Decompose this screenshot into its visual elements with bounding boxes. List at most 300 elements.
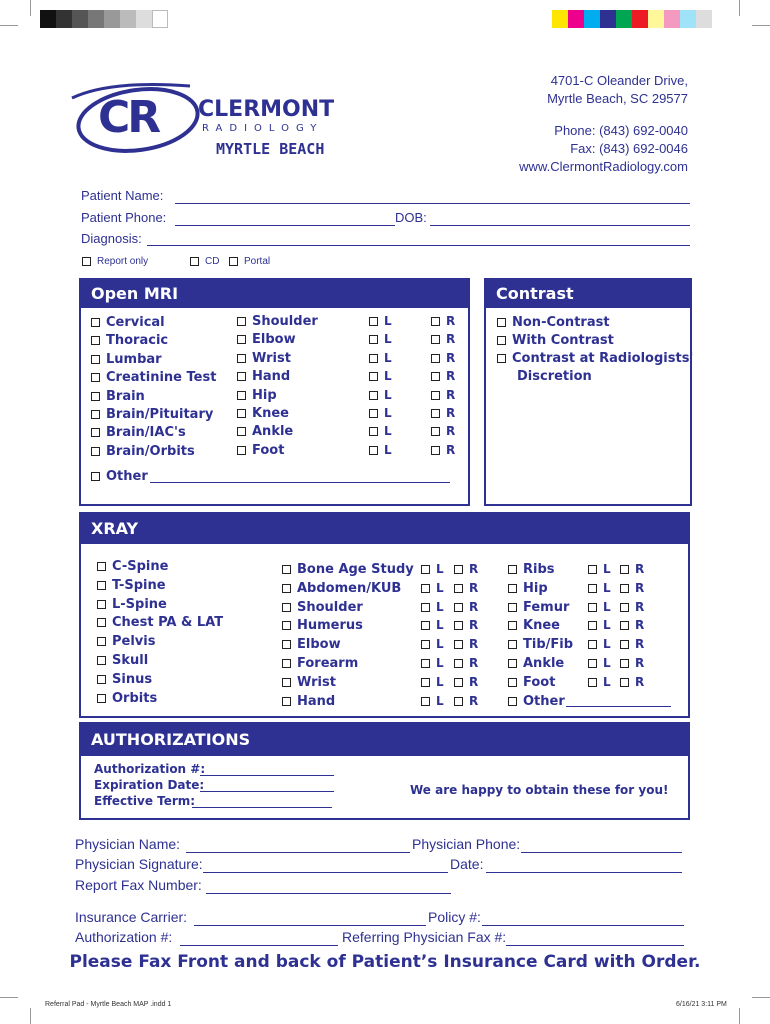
mri-left-option[interactable]	[369, 351, 392, 365]
checkbox[interactable]	[190, 257, 199, 266]
report-fax-label: Report Fax Number:	[75, 877, 202, 893]
patient-name-field[interactable]	[175, 203, 690, 204]
xray-left-option-label: L	[436, 637, 444, 652]
checkbox[interactable]	[97, 581, 106, 590]
xray-left-option-label: L	[436, 562, 444, 576]
checkbox[interactable]	[497, 336, 506, 345]
checkbox[interactable]	[454, 565, 463, 574]
xray-left-option[interactable]	[421, 600, 444, 614]
xray-option-label: Other	[523, 693, 565, 709]
checkbox[interactable]	[237, 391, 246, 400]
mri-joint-option[interactable]	[237, 424, 293, 439]
patient-name-label: Patient Name:	[81, 188, 164, 203]
checkbox[interactable]	[454, 678, 463, 687]
portal-option[interactable]	[229, 256, 270, 267]
fax-insurance-card-note: Please Fax Front and back of Patient’s Insurance Card with Order.	[69, 952, 701, 972]
checkbox[interactable]	[508, 640, 517, 649]
xray-option-label: Elbow	[297, 637, 341, 653]
crop-mark	[0, 997, 18, 998]
checkbox[interactable]	[237, 354, 246, 363]
checkbox[interactable]	[97, 675, 106, 684]
xray-option[interactable]	[282, 694, 335, 709]
checkbox[interactable]	[431, 391, 440, 400]
xray-left-option-label: L	[436, 656, 444, 670]
checkbox[interactable]	[508, 659, 517, 668]
checkbox[interactable]	[421, 621, 430, 630]
checkbox[interactable]	[421, 603, 430, 612]
xray-right-option[interactable]	[620, 600, 644, 614]
xray-left-option-label: L	[603, 580, 611, 595]
xray-right-option[interactable]	[620, 581, 644, 595]
mri-right-option-label: R	[446, 314, 456, 328]
xray-right-option[interactable]	[454, 618, 478, 632]
xray-right-option-label: R	[469, 562, 479, 576]
checkbox[interactable]	[282, 603, 291, 612]
mri-left-option[interactable]	[369, 424, 392, 438]
checkbox[interactable]	[237, 409, 246, 418]
xray-option[interactable]	[282, 656, 358, 671]
mri-right-option-label: R	[446, 350, 456, 365]
xray-left-option-label: L	[436, 599, 444, 614]
xray-title: XRAY	[91, 519, 139, 538]
checkbox[interactable]	[431, 427, 440, 436]
xray-option-label: Forearm	[297, 656, 359, 671]
xray-option[interactable]	[97, 559, 168, 574]
xray-option-label: Chest PA & LAT	[112, 615, 224, 631]
xray-right-option-label: R	[635, 656, 645, 670]
crop-mark	[30, 1008, 31, 1024]
xray-option[interactable]	[282, 562, 414, 577]
diagnosis-label: Diagnosis:	[81, 231, 142, 246]
xray-right-option[interactable]	[454, 581, 478, 595]
mri-left-option[interactable]	[369, 314, 392, 328]
mri-left-option[interactable]	[369, 406, 392, 420]
checkbox[interactable]	[91, 447, 100, 456]
xray-option[interactable]	[282, 618, 363, 633]
checkbox[interactable]	[421, 565, 430, 574]
mri-right-option[interactable]	[431, 406, 455, 420]
dob-label: DOB:	[395, 210, 427, 225]
checkbox[interactable]	[421, 584, 430, 593]
mri-option[interactable]	[91, 425, 186, 440]
mri-right-option[interactable]	[431, 443, 455, 457]
mri-joint-option[interactable]	[237, 369, 290, 384]
xray-left-option[interactable]	[421, 675, 444, 689]
xray-option-label: Humerus	[297, 618, 363, 634]
checkbox[interactable]	[454, 659, 463, 668]
checkbox[interactable]	[237, 446, 246, 455]
address-line2: Myrtle Beach, SC 29577	[547, 91, 688, 106]
checkbox[interactable]	[369, 427, 378, 436]
xray-left-option-label: L	[436, 580, 444, 595]
xray-option-label: Ribs	[523, 562, 555, 577]
xray-left-option[interactable]	[421, 656, 444, 670]
checkbox[interactable]	[620, 659, 629, 668]
address-block	[519, 72, 688, 176]
with-contrast-option[interactable]	[497, 333, 614, 348]
clermont-logo	[70, 80, 340, 160]
xray-option[interactable]	[508, 675, 555, 690]
checkbox[interactable]	[588, 603, 597, 612]
mri-right-option[interactable]	[431, 332, 455, 346]
xray-right-option[interactable]	[454, 562, 478, 576]
checkbox[interactable]	[97, 618, 106, 627]
checkbox[interactable]	[620, 640, 629, 649]
xray-option[interactable]	[97, 691, 157, 706]
checkbox[interactable]	[620, 584, 629, 593]
cd-label: CD	[205, 256, 220, 267]
checkbox[interactable]	[508, 565, 517, 574]
report-fax-field[interactable]	[206, 893, 451, 894]
mri-left-option-label: L	[384, 332, 392, 347]
patient-phone-label: Patient Phone:	[81, 210, 167, 225]
authorizations-header	[81, 724, 688, 756]
mri-left-option-label: L	[384, 350, 392, 365]
mri-joint-option[interactable]	[237, 314, 318, 329]
mri-right-option[interactable]	[431, 369, 455, 383]
radiologist-discretion-option[interactable]	[497, 351, 693, 366]
checkbox[interactable]	[421, 678, 430, 687]
checkbox[interactable]	[91, 355, 100, 364]
xray-option[interactable]	[97, 634, 155, 649]
crop-mark	[739, 1008, 740, 1024]
checkbox[interactable]	[454, 640, 463, 649]
checkbox[interactable]	[454, 584, 463, 593]
policy-field[interactable]	[482, 925, 684, 926]
xray-right-option-label: R	[635, 618, 645, 633]
checkbox[interactable]	[91, 318, 100, 327]
effective-term-label: Effective Term:	[94, 794, 196, 808]
effective-term-field[interactable]	[192, 807, 332, 808]
checkbox[interactable]	[454, 603, 463, 612]
checkbox[interactable]	[97, 694, 106, 703]
mri-left-option-label: L	[384, 406, 392, 420]
xray-right-option[interactable]	[620, 637, 644, 651]
open-mri-header	[81, 280, 468, 308]
mri-joint-option-label: Hand	[252, 369, 291, 385]
xray-left-option[interactable]	[421, 562, 444, 576]
contrast-panel	[484, 278, 692, 506]
mri-option[interactable]	[91, 333, 168, 348]
checkbox[interactable]	[237, 317, 246, 326]
checkbox[interactable]	[497, 354, 506, 363]
xray-left-option[interactable]	[588, 562, 611, 576]
xray-left-option[interactable]	[588, 618, 611, 632]
checkbox[interactable]	[97, 562, 106, 571]
logo-sub: RADIOLOGY	[202, 123, 324, 134]
mri-joint-option-label: Knee	[252, 406, 289, 421]
insurance-carrier-label: Insurance Carrier:	[75, 909, 188, 925]
xray-right-option-label: R	[469, 693, 479, 708]
physician-name-field[interactable]	[186, 852, 410, 853]
referring-fax-label: Referring Physician Fax #:	[342, 929, 507, 945]
xray-right-option[interactable]	[454, 656, 478, 670]
patient-phone-field[interactable]	[175, 225, 395, 226]
xray-option-label: C-Spine	[112, 559, 169, 574]
mri-joint-option[interactable]	[237, 351, 291, 366]
xray-option[interactable]	[508, 562, 555, 577]
xray-left-option[interactable]	[588, 675, 611, 689]
xray-left-option[interactable]	[421, 581, 444, 595]
xray-right-option[interactable]	[620, 562, 644, 576]
checkbox[interactable]	[588, 565, 597, 574]
crop-mark	[752, 997, 770, 998]
xray-option[interactable]	[508, 637, 573, 652]
checkbox[interactable]	[620, 621, 629, 630]
dob-field[interactable]	[430, 225, 690, 226]
checkbox[interactable]	[97, 600, 106, 609]
checkbox[interactable]	[97, 656, 106, 665]
checkbox[interactable]	[421, 659, 430, 668]
mri-right-option-label: R	[446, 387, 456, 402]
xray-left-option[interactable]	[421, 618, 444, 632]
checkbox[interactable]	[508, 678, 517, 687]
checkbox[interactable]	[282, 659, 291, 668]
mri-option-label: Cervical	[106, 315, 165, 330]
mri-left-option-label: L	[384, 314, 392, 328]
mri-joint-option[interactable]	[237, 332, 296, 347]
fax-number: Fax: (843) 692-0046	[570, 141, 688, 156]
crop-mark	[752, 25, 770, 26]
xray-option-label: Tib/Fib	[523, 637, 574, 653]
logo-location: MYRTLE BEACH	[216, 140, 325, 158]
xray-left-option[interactable]	[588, 656, 611, 670]
mri-left-option[interactable]	[369, 443, 392, 457]
checkbox[interactable]	[369, 317, 378, 326]
checkbox[interactable]	[369, 446, 378, 455]
xray-left-option[interactable]	[588, 581, 611, 595]
checkbox[interactable]	[508, 603, 517, 612]
xray-right-option-label: R	[469, 637, 479, 652]
xray-option-label: Hip	[523, 580, 548, 596]
mri-right-option[interactable]	[431, 388, 455, 402]
mri-other-option[interactable]	[91, 469, 148, 484]
mri-option-label: Creatinine Test	[106, 370, 217, 386]
checkbox[interactable]	[421, 697, 430, 706]
checkbox[interactable]	[237, 335, 246, 344]
mri-right-option[interactable]	[431, 424, 455, 438]
contrast-label: Contrast at Radiologists'	[512, 351, 694, 366]
mri-option[interactable]	[91, 315, 165, 330]
checkbox[interactable]	[508, 584, 517, 593]
xray-option-label: Bone Age Study	[297, 562, 414, 577]
xray-option[interactable]	[97, 672, 152, 687]
checkbox[interactable]	[282, 584, 291, 593]
mri-left-option[interactable]	[369, 388, 392, 402]
xray-option[interactable]	[282, 637, 341, 652]
checkbox[interactable]	[431, 317, 440, 326]
physician-signature-label: Physician Signature:	[75, 856, 203, 872]
checkbox[interactable]	[91, 410, 100, 419]
checkbox[interactable]	[620, 603, 629, 612]
checkbox[interactable]	[620, 565, 629, 574]
checkbox[interactable]	[588, 678, 597, 687]
xray-option[interactable]	[97, 578, 166, 593]
xray-option[interactable]	[97, 615, 223, 630]
expiration-date-field[interactable]	[200, 791, 334, 792]
color-registration-bar	[552, 10, 712, 28]
xray-other-field[interactable]	[566, 706, 671, 707]
date-field[interactable]	[486, 872, 682, 873]
xray-right-option-label: R	[469, 656, 479, 670]
checkbox[interactable]	[91, 392, 100, 401]
checkbox[interactable]	[431, 354, 440, 363]
checkbox[interactable]	[97, 637, 106, 646]
checkbox[interactable]	[431, 446, 440, 455]
mri-joint-option[interactable]	[237, 406, 289, 421]
mri-joint-option[interactable]	[237, 388, 277, 403]
checkbox[interactable]	[282, 640, 291, 649]
checkbox[interactable]	[91, 336, 100, 345]
checkbox[interactable]	[620, 678, 629, 687]
mri-left-option[interactable]	[369, 332, 392, 346]
policy-label: Policy #:	[428, 909, 481, 925]
checkbox[interactable]	[237, 372, 246, 381]
mri-other-field[interactable]	[150, 482, 450, 483]
checkbox[interactable]	[508, 697, 517, 706]
xray-right-option-label: R	[469, 580, 479, 595]
mri-left-option[interactable]	[369, 369, 392, 383]
checkbox[interactable]	[282, 697, 291, 706]
checkbox[interactable]	[91, 472, 100, 481]
mri-right-option[interactable]	[431, 314, 455, 328]
checkbox[interactable]	[588, 640, 597, 649]
xray-option[interactable]	[97, 653, 148, 668]
xray-option[interactable]	[508, 581, 548, 596]
mri-joint-option[interactable]	[237, 443, 284, 458]
xray-left-option[interactable]	[421, 637, 444, 651]
checkbox[interactable]	[229, 257, 238, 266]
checkbox[interactable]	[237, 427, 246, 436]
checkbox[interactable]	[91, 373, 100, 382]
checkbox[interactable]	[454, 621, 463, 630]
print-slug-left: Referral Pad - Myrtle Beach MAP .indd 1	[45, 1001, 172, 1008]
xray-option-label: Orbits	[112, 690, 158, 706]
xray-option-label: Knee	[523, 618, 560, 634]
website-link[interactable]: www.ClermontRadiology.com	[519, 159, 688, 174]
insurance-authorization-label: Authorization #:	[75, 929, 173, 945]
insurance-authorization-field[interactable]	[180, 945, 338, 946]
checkbox[interactable]	[431, 335, 440, 344]
xray-left-option-label: L	[603, 599, 611, 614]
non-contrast-option[interactable]	[497, 315, 610, 330]
crop-mark	[0, 25, 18, 26]
checkbox[interactable]	[369, 372, 378, 381]
xray-right-option[interactable]	[454, 694, 478, 708]
xray-left-option-label: L	[603, 562, 611, 576]
xray-option[interactable]	[282, 675, 336, 690]
mri-option-label: Brain/Pituitary	[106, 407, 214, 422]
checkbox[interactable]	[282, 565, 291, 574]
insurance-carrier-field[interactable]	[194, 925, 426, 926]
xray-left-option-label: L	[603, 674, 611, 689]
checkbox[interactable]	[91, 428, 100, 437]
xray-option[interactable]	[508, 600, 569, 615]
cd-option[interactable]	[190, 256, 219, 267]
xray-option[interactable]	[97, 597, 167, 612]
referring-fax-field[interactable]	[506, 945, 684, 946]
mri-right-option-label: R	[446, 424, 456, 439]
mri-option-label: Brain/Orbits	[106, 443, 195, 459]
xray-right-option[interactable]	[454, 637, 478, 651]
xray-right-option[interactable]	[620, 618, 644, 632]
xray-option-label: Skull	[112, 653, 149, 668]
mri-option[interactable]	[91, 407, 213, 422]
xray-option[interactable]	[508, 656, 564, 671]
mri-left-option-label: L	[384, 424, 392, 439]
checkbox[interactable]	[431, 409, 440, 418]
xray-option[interactable]	[282, 600, 363, 615]
mri-option[interactable]	[91, 370, 216, 385]
xray-left-option[interactable]	[421, 694, 444, 708]
address-line1: 4701-C Oleander Drive,	[550, 73, 688, 88]
xray-right-option[interactable]	[454, 675, 478, 689]
diagnosis-field[interactable]	[147, 245, 690, 246]
xray-right-option[interactable]	[620, 675, 644, 689]
xray-right-option[interactable]	[454, 600, 478, 614]
xray-option-label: L-Spine	[112, 596, 167, 612]
checkbox[interactable]	[588, 584, 597, 593]
mri-option[interactable]	[91, 444, 195, 459]
report-only-option[interactable]	[82, 256, 148, 267]
xray-right-option-label: R	[469, 674, 479, 689]
checkbox[interactable]	[82, 257, 91, 266]
checkbox[interactable]	[421, 640, 430, 649]
xray-option-label: Hand	[297, 693, 336, 709]
contrast-label: With Contrast	[512, 333, 614, 348]
xray-left-option[interactable]	[588, 637, 611, 651]
authorization-number-field[interactable]	[200, 775, 334, 776]
checkbox[interactable]	[369, 335, 378, 344]
physician-phone-field[interactable]	[521, 852, 682, 853]
checkbox[interactable]	[369, 409, 378, 418]
mri-right-option-label: R	[446, 406, 456, 420]
checkbox[interactable]	[369, 391, 378, 400]
xray-right-option-label: R	[635, 580, 645, 595]
mri-joint-option-label: Wrist	[252, 350, 291, 366]
mri-option[interactable]	[91, 352, 162, 367]
xray-option[interactable]	[282, 581, 401, 596]
checkbox[interactable]	[282, 621, 291, 630]
open-mri-title: Open MRI	[91, 284, 179, 303]
phone-number: Phone: (843) 692-0040	[554, 123, 688, 138]
mri-right-option[interactable]	[431, 351, 455, 365]
checkbox[interactable]	[588, 621, 597, 630]
xray-option-label: Pelvis	[112, 634, 156, 650]
xray-right-option-label: R	[635, 637, 645, 652]
checkbox[interactable]	[508, 621, 517, 630]
xray-option[interactable]	[508, 618, 560, 633]
checkbox[interactable]	[454, 697, 463, 706]
checkbox[interactable]	[588, 659, 597, 668]
physician-signature-field[interactable]	[203, 872, 448, 873]
checkbox[interactable]	[369, 354, 378, 363]
checkbox[interactable]	[282, 678, 291, 687]
checkbox[interactable]	[431, 372, 440, 381]
mri-left-option-label: L	[384, 442, 392, 457]
logo-name: CLERMONT	[198, 97, 335, 122]
xray-left-option[interactable]	[588, 600, 611, 614]
mri-right-option-label: R	[446, 332, 456, 347]
discretion-label: Discretion	[517, 369, 592, 384]
xray-right-option[interactable]	[620, 656, 644, 670]
checkbox[interactable]	[497, 318, 506, 327]
xray-option[interactable]	[508, 694, 565, 709]
xray-option-label: Sinus	[112, 671, 153, 687]
xray-header	[81, 514, 688, 544]
logo-mark: CR	[98, 92, 159, 143]
mri-option[interactable]	[91, 389, 145, 404]
